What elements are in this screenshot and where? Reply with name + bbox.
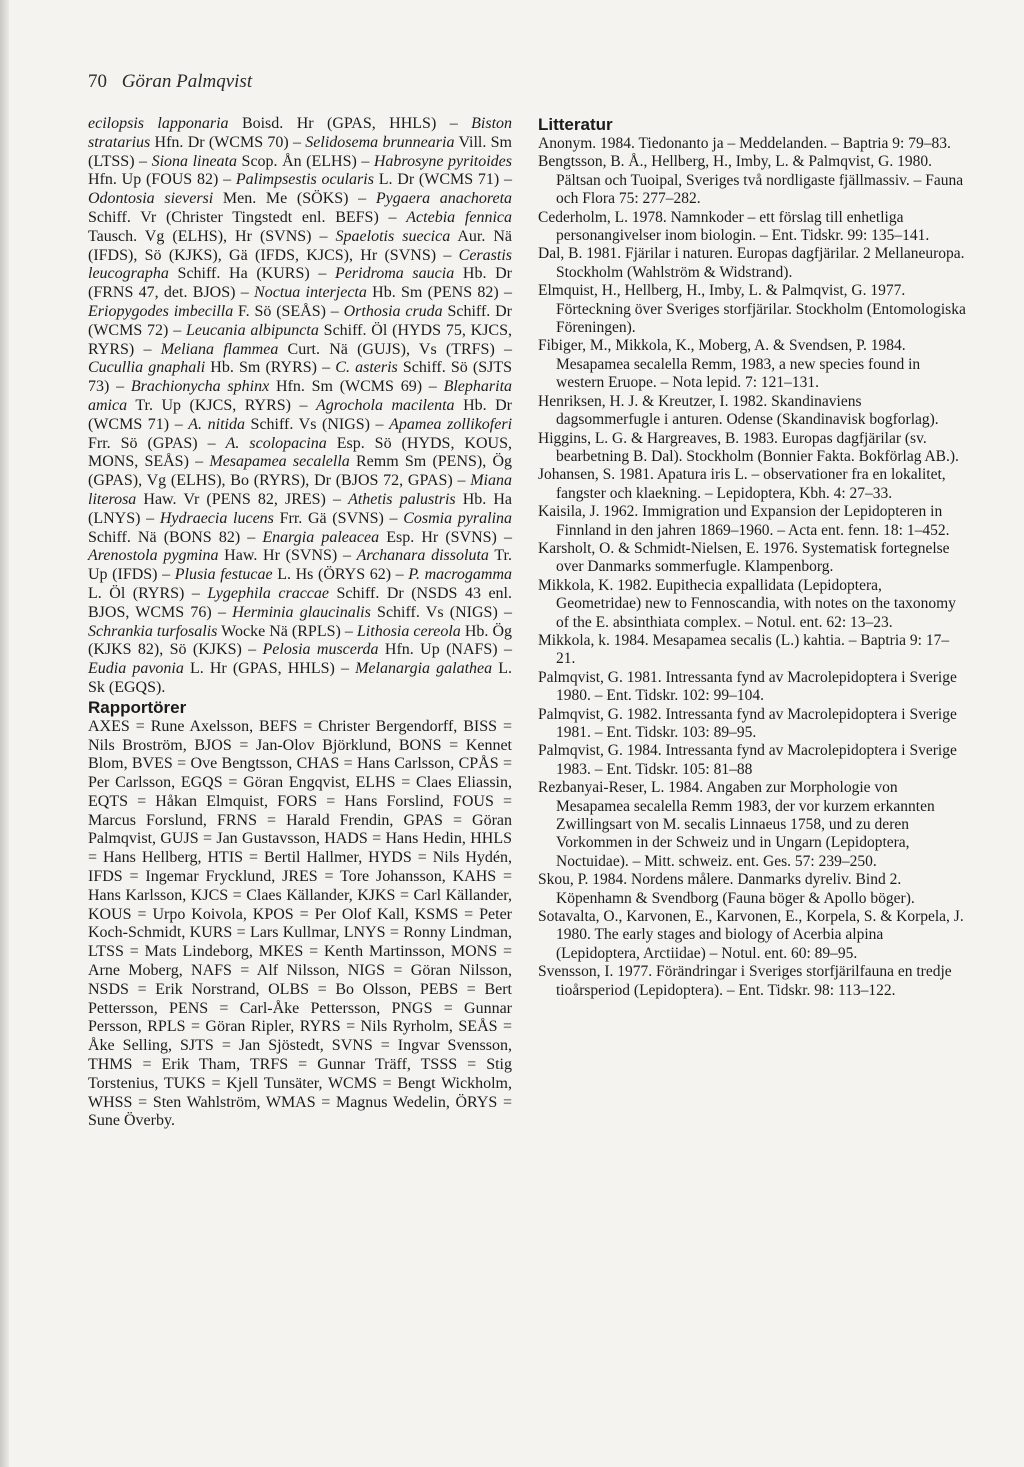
record-text: Tr. Up (KJCS, RYRS) –: [127, 396, 316, 414]
page-binding-edge: [0, 0, 9, 1467]
record-text: Hfn. Up (NAFS) –: [378, 641, 512, 659]
species-name: Siona lineata: [151, 152, 238, 170]
record-text: L. Hr (GPAS, HHLS) –: [183, 660, 356, 678]
right-column: [538, 115, 966, 1000]
record-text: Frr. Gä (SVNS) –: [273, 509, 404, 527]
species-name: ecilopsis lapponaria: [88, 115, 229, 132]
record-text: Schiff. Öl (HYDS 75, KJCS, RYRS) –: [88, 321, 513, 358]
record-text: Tausch. Vg (ELHS), Hr (SVNS) –: [88, 227, 336, 245]
record-text: Schiff. Vs (NIGS) –: [244, 415, 390, 433]
species-name: Cosmia pyralina: [403, 509, 513, 527]
species-name: Mesapamea secalella: [209, 453, 350, 471]
species-name: Cerastis leucographa: [88, 246, 512, 283]
record-text: Hb. Ha (LNYS) –: [88, 490, 513, 527]
record-text: Wocke Nä (RPLS) –: [217, 622, 357, 640]
running-header: [88, 71, 252, 93]
record-text: Schiff. Nä (BONS 82) –: [88, 528, 263, 546]
record-text: Curt. Nä (GUJS), Vs (TRFS) –: [278, 340, 513, 358]
species-records-paragraph: [88, 115, 512, 698]
record-text: L. Sk (EGQS).: [88, 660, 513, 696]
record-text: Hb. Dr (FRNS 47, det. BJOS) –: [88, 265, 512, 302]
reference-item: Mikkola, K. 1982. Eupithecia expallidata (Lepidoptera, Geometridae) new to Fennoscandia, with notes on the taxonomy of the E. absinthiata complex. – Notul. ent. 62: 13–23.: [538, 576, 956, 631]
species-name: Spaelotis suecica: [335, 227, 451, 245]
reference-item: Cederholm, L. 1978. Namnkoder – ett förslag till enhetliga personangivelser inom biologin. – Ent. Tidskr. 99: 135–141.: [538, 208, 930, 245]
species-name: Selidosema brunnearia: [305, 133, 455, 151]
species-name: Melanargia galathea: [355, 660, 493, 678]
record-text: Schiff. Sö (SJTS 73) –: [88, 359, 513, 396]
species-name: Apamea zollikoferi: [389, 415, 513, 433]
species-name: Lithosia cereola: [356, 622, 461, 640]
reference-item: Higgins, L. G. & Hargreaves, B. 1983. Europas dagfjärilar (sv. bearbetning B. Dal). Stockholm (Bonnier Fakta. Bokförlag AB.).: [538, 429, 959, 465]
rapportorer-heading: Rapportörer: [88, 697, 187, 717]
reference-item: Dal, B. 1981. Fjärilar i naturen. Europas dagfjärilar. 2 Mellaneuropa. Stockholm (Wahlström & Widstrand).: [538, 245, 965, 281]
reference-item: Kaisila, J. 1962. Immigration und Expansion der Lepidopteren in Finnland in den jahren 1869–1960. – Acta ent. fenn. 18: 1–452.: [538, 503, 950, 539]
reference-item: Johansen, S. 1981. Apatura iris L. – observationer fra en lokalitet, fangster och klaekning. – Lepidoptera, Kbh. 4: 27–33.: [538, 466, 946, 502]
reference-item: Palmqvist, G. 1981. Intressanta fynd av Macrolepidoptera i Sverige 1980. – Ent. Tidskr. 102: 99–104.: [538, 668, 957, 705]
species-name: Eudia pavonia: [88, 660, 184, 678]
species-name: Pygaera anachoreta: [375, 190, 513, 208]
species-name: Odontosia sieversi: [88, 190, 214, 208]
species-name: Hydraecia lucens: [159, 509, 274, 527]
species-name: Herminia glaucinalis: [232, 603, 371, 621]
reference-list: [538, 135, 966, 1000]
record-text: Tr. Up (IFDS) –: [88, 547, 512, 584]
reference-item: Sotavalta, O., Karvonen, E., Karvonen, E., Korpela, S. & Korpela, J. 1980. The early stages and biology of Acerbia alpina (Lepidoptera, Arctiidae) – Notul. ent. 60: 89–95.: [538, 908, 964, 962]
species-name: C. asteris: [335, 359, 398, 377]
species-name: Palimpsestis ocularis: [235, 171, 374, 189]
record-text: Schiff. Dr (NSDS 43 enl. BJOS, WCMS 76) –: [88, 584, 513, 621]
record-text: Hfn. Sm (WCMS 69) –: [269, 378, 444, 396]
record-text: Schiff. Vr (Christer Tingstedt enl. BEFS) –: [88, 208, 407, 226]
species-name: Eriopygodes imbecilla: [88, 302, 234, 320]
species-name: Athetis palustris: [348, 490, 456, 508]
record-text: Esp. Sö (HYDS, KOUS, MONS, SEÅS) –: [88, 434, 512, 471]
species-name: Arenostola pygmina: [88, 547, 219, 565]
record-text: L. Hs (ÖRYS 62) –: [272, 566, 409, 584]
species-name: Peridroma saucia: [335, 265, 455, 283]
species-name: Pelosia muscerda: [262, 641, 379, 659]
record-text: L. Öl (RYRS) –: [88, 584, 208, 602]
reference-item: Skou, P. 1984. Nordens målere. Danmarks dyreliv. Bind 2. Köpenhamn & Svendborg (Fauna böger & Apollo böger).: [538, 871, 915, 907]
species-name: Habrosyne pyritoides: [373, 152, 513, 170]
record-text: Hb. Ög (KJKS 82), Sö (KJKS) –: [88, 622, 512, 659]
record-text: Hb. Sm (PENS 82) –: [366, 284, 513, 302]
species-name: Biston stratarius: [88, 115, 513, 151]
species-name: Blepharita amica: [88, 378, 513, 414]
litteratur-heading: Litteratur: [538, 115, 613, 134]
reference-item: Palmqvist, G. 1982. Intressanta fynd av Macrolepidoptera i Sverige 1981. – Ent. Tidskr. 103: 89–95.: [538, 705, 957, 741]
record-text: Frr. Sö (GPAS) –: [88, 434, 226, 452]
species-name: Lygephila craccae: [207, 584, 330, 602]
record-text: Remm Sm (PENS), Ög (GPAS), Vg (ELHS), Bo (RYRS), Dr (BJOS 72, GPAS) –: [88, 453, 512, 490]
species-name: Cucullia gnaphali: [88, 359, 206, 377]
record-text: Hfn. Dr (WCMS 70) –: [150, 133, 306, 151]
reference-item: Anonym. 1984. Tiedonanto ja – Meddelanden. – Baptria 9: 79–83.: [538, 135, 951, 152]
left-column: [88, 115, 512, 1131]
reference-item: Bengtsson, B. Å., Hellberg, H., Imby, L. & Palmqvist, G. 1980. Pältsan och Tuoipal, Sveriges två nordligaste fjällmassiv. – Fauna och Flora 75: 277–282.: [538, 153, 964, 208]
record-text: Schiff. Vs (NIGS) –: [370, 603, 512, 621]
record-text: Schiff. Ha (KURS) –: [168, 265, 336, 283]
species-name: Actebia fennica: [406, 208, 512, 226]
record-text: Boisd. Hr (GPAS, HHLS) –: [228, 115, 472, 132]
reference-item: Rezbanyai-Reser, L. 1984. Angaben zur Morphologie von Mesapamea secalella Remm 1983, der vor kurzem erkannten Zwillingsart von M. secalis Linnaeus 1758, und zu deren Vorkommen in der Schweiz und in Ungarn (Lepidoptera, Noctuidae). – Mitt. schweiz. ent. Ges. 57: 239–250.: [538, 779, 935, 870]
record-text: Haw. Hr (SVNS) –: [218, 547, 357, 565]
record-text: Aur. Nä (IFDS), Sö (KJKS), Gä (IFDS, KJCS), Hr (SVNS) –: [88, 227, 513, 264]
species-name: Archanara dissoluta: [356, 547, 489, 565]
reference-item: Karsholt, O. & Schmidt-Nielsen, E. 1976. Systematisk fortegnelse over Danmarks sommerfugle. Klampenborg.: [538, 539, 950, 576]
species-name: Schrankia turfosalis: [88, 622, 218, 640]
species-name: Orthosia cruda: [343, 302, 443, 320]
record-text: Hb. Sm (RYRS) –: [205, 359, 336, 377]
record-text: Men. Me (SÖKS) –: [213, 190, 376, 208]
reference-item: Palmqvist, G. 1984. Intressanta fynd av Macrolepidoptera i Sverige 1983. – Ent. Tidskr. 105: 81–88: [538, 742, 957, 778]
record-text: Vill. Sm (LTSS) –: [88, 133, 513, 170]
reference-item: Henriksen, H. J. & Kreutzer, I. 1982. Skandinaviens dagsommerfugle i anturen. Odense (Skandinavisk bogforlag).: [538, 392, 939, 429]
record-text: Haw. Vr (PENS 82, JRES) –: [136, 490, 349, 508]
species-name: Plusia festucae: [174, 566, 273, 584]
record-text: Hfn. Up (FOUS 82) –: [88, 171, 236, 189]
record-text: Hb. Dr (WCMS 71) –: [88, 396, 513, 433]
species-name: Miana literosa: [88, 472, 512, 508]
record-text: L. Dr (WCMS 71) –: [373, 171, 512, 189]
species-name: P. macrogamma: [408, 566, 513, 584]
species-name: Agrochola macilenta: [316, 396, 455, 414]
species-name: Noctua interjecta: [254, 284, 367, 302]
species-name: A. nitida: [188, 415, 245, 433]
record-text: Scop. Ån (ELHS) –: [237, 152, 374, 170]
species-name: Enargia paleacea: [262, 528, 380, 546]
species-name: Brachionycha sphinx: [130, 378, 270, 396]
reference-item: Fibiger, M., Mikkola, K., Moberg, A. & Svendsen, P. 1984. Mesapamea secalella Remm, 1983, a new species found in western Eruope. – Nota lepid. 7: 121–131.: [538, 337, 921, 392]
record-text: Schiff. Dr (WCMS 72) –: [88, 302, 512, 339]
reference-item: Mikkola, k. 1984. Mesapamea secalis (L.) kahtia. – Baptria 9: 17–21.: [538, 631, 950, 668]
reference-item: Svensson, I. 1977. Förändringar i Sveriges storfjärilfauna en tredje tioårsperiod (Lepidoptera). – Ent. Tidskr. 98: 113–122.: [538, 963, 952, 999]
record-text: F. Sö (SEÅS) –: [233, 302, 344, 320]
species-name: Leucania albipuncta: [186, 321, 319, 339]
page-number: 70: [88, 71, 107, 92]
reference-item: Elmquist, H., Hellberg, H., Imby, L. & Palmqvist, G. 1977. Förteckning över Sveriges storfjärilar. Stockholm (Entomologiska Föreningen).: [538, 282, 966, 337]
running-author: Göran Palmqvist: [121, 71, 253, 92]
record-text: Esp. Hr (SVNS) –: [379, 528, 512, 546]
rapportorer-paragraph: AXES = Rune Axelsson, BEFS = Christer Bergendorff, BISS = Nils Broström, BJOS = Jan-Olov Björklund, BONS = Kennet Blom, BVES = Ove Bengtsson, CHAS = Hans Carlsson, CPÅS = Per Carlsson, EGQS = Göran Engqvist, ELHS = Claes Eliassin, EQTS = Håkan Elmquist, FORS = Hans Forslind, FOUS = Marcus Forslund, FRNS = Harald Frendin, GPAS = Göran Palmqvist, GUJS = Jan Gustavsson, HADS = Hans Hedin, HHLS = Hans Hellberg, HTIS = Bertil Hallmer, HYDS = Nils Hydén, IFDS = Ingemar Frycklund, JRES = Tore Johansson, KAHS = Hans Karlsson, KJCS = Claes Källander, KJKS = Carl Källander, KOUS = Urpo Koivola, KPOS = Per Olof Kall, KSMS = Peter Koch-Schmidt, KURS = Lars Kullmar, LNYS = Ronny Lindman, LTSS = Mats Lindeborg, MKES = Kenth Martinsson, MONS = Arne Moberg, NAFS = Alf Nilsson, NIGS = Göran Nilsson, NSDS = Erik Norstrand, OLBS = Bo Olsson, PEBS = Bert Pettersson, PENS = Carl-Åke Pettersson, PNGS = Gunnar Persson, RPLS = Göran Ripler, RYRS = Nils Ryrholm, SEÅS = Åke Selling, SJTS = Jan Sjöstedt, SVNS = Ingvar Svensson, THMS = Erik Tham, TRFS = Gunnar Träff, TSSS = Stig Torstenius, TUKS = Kjell Tunsäter, WCMS = Bengt Wickholm, WHSS = Sten Wahlström, WMAS = Magnus Wedelin, ÖRYS = Sune Överby.: [88, 717, 512, 1130]
species-name: A. scolopacina: [225, 434, 327, 452]
species-name: Meliana flammea: [160, 340, 279, 358]
